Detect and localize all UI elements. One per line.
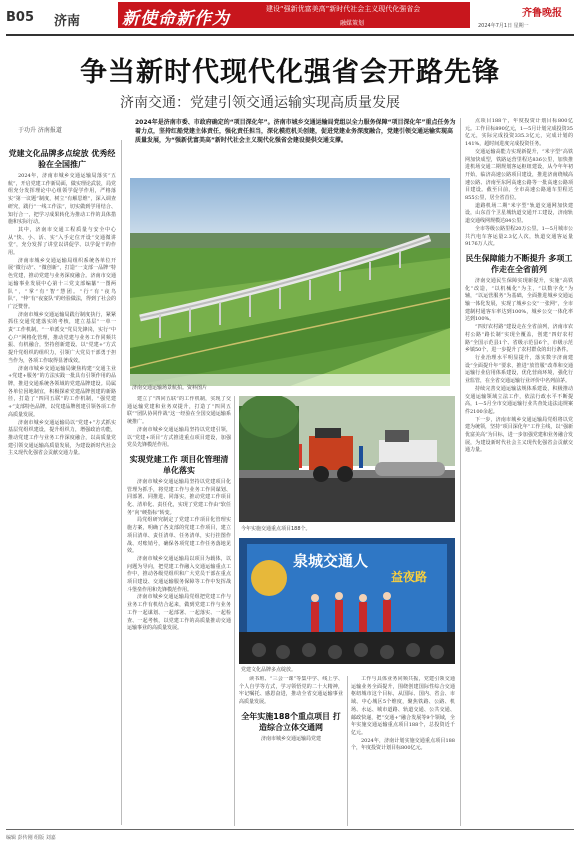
column-2-heading: 实现党建工作 项目化管理清单化落实 [129,454,229,475]
paragraph: 交通运输高能力实现新提升，“米字型”高铁网加快成型，铁路运营里程达836公里，加快推进机场交通二期规划客运枢纽建设，从今年年初开始，临济高速公路项目建设，推进济南绕城高速公路、济南至东阿高速公路等一批高速公路项目建设。截至目前，全市高速公路通车里程达855公里，居全省首位。 [465,148,573,202]
paragraph: 点项目188个，年度投资计划目标800亿元。工作目标890亿元，1—5月计划完成投资35亿元，实际完成投资335.3亿元，完成计划的141%，超时间进度完成投资任务。 [465,118,573,148]
footer-credits: 编辑 彭传刚 组版 刘嘉 [6,835,56,841]
paragraph: 济南市城乡交通运输局坚持以党建项目化管理为抓手，将党建工作与业务工作同谋划、同部署、同推进、同落实，推动党建工作项目化、清单化、责任化，实现了党建工作由“软任务”向“硬指标”转变。 [127,478,231,516]
section-name: 济南 [54,14,81,29]
paragraph: 道路机场二期“米字型”轨道交通网加快建设，山东首个卫星城轨道交通开工建设，济南轨道交通线网规模达84公里。 [465,202,573,225]
paragraph: 下一步，济南市城乡交通运输局党组将以党建为统领，坚持“项目深化年”工作主线，以“强新优富美高”为目标，进一步加强党建和业务融合发展，为建设新时代社会主义现代化强省会贡献交通力量。 [465,416,573,454]
stage-banner-text-2: 益夜路 [391,570,428,584]
column-6-heading: 民生保障能力不断提升 多项工作走在全省前列 [465,253,573,274]
paragraph: 济南市城乡交通运输局以“党建+”方式抓实基层党组织建设，提升组织力，增强政治功能，推动党建工作与业务工作深度融合，以高质量党建引领交通运输高质量发展，为建设新时代社会主义现代化强省会贡献交通力量。 [8,419,116,457]
column-2 [127,396,231,824]
paragraph: 其中，济南市交通工程质量与安全中心从“快、小、活、实”入手定位开设“交通微讲堂”，充分发挥了讲堂以讲促学、以学促干的作用。 [8,226,116,257]
column-1-heading: 党建文化品牌多点绽放 优秀经验在全国推广 [8,149,116,169]
paragraph: 济南市城乡交通运输局以项目为载体，以问题为导向，把党建工作融入交通运输重点工作中，推动各级党组织和广大党员干部在重点项目建设、交通运输服务保障等工作中发挥战斗堡垒作用和先锋模范作用。 [127,555,231,593]
paragraph: 工作与具体业务同频共振，党建引领交通运输业务全面提升，围绕创建国际性综合交通枢纽城市这个目标，从国际、国内、省会、市域、中心城区5个维度，聚焦铁路、公路、机场、水运、城市道路、轨道交通、公共交通、邮政快递，把“交通+”融合发展等9个领域，全年实施交通运输重点项目188个，总投资近千亿元。 [351,676,455,736]
headline: 争当新时代现代化强省会开路先锋 [80,57,500,88]
viaduct-illustration [130,178,450,386]
column-divider [460,118,461,826]
column-label: 融媒策划 [340,20,365,27]
photo-event [239,538,455,664]
photo-3-caption: 党建文化品牌多点绽放。 [241,667,297,673]
construction-illustration [239,396,455,522]
photo-construction [239,396,455,522]
paragraph: 济南市城乡交通运输局党组把党建工作与业务工作有机结合起来，做到党建工作与业务工作一起谋划、一起部署、一起落实、一起检查、一起考核，以党建工作的高质量推动交通运输事业的高质量发展。 [127,594,231,632]
column-divider [347,676,348,826]
paragraph: 2024年，济南市城乡交通运输局落实“五航”，开启党建工作新局面，做实理论武装，局党组充分发挥理论中心组领学促学作用，严格落实“第一议题”制度，树立“有解思维”，深入调查研究，践行“一线工作法”，切实做到学用结合、知行合一，把学习成果转化为推动工作的具体措施和实际行动。 [8,173,116,226]
paragraph: “四好农村路”建设走在全省前列，济南市农村公路“路长制”实现全覆盖，创建“四好农村路”全国示范县1个、省级示范县6个，市级示范乡镇50个，进一步提升了农村群众的出行条件。 [465,324,573,354]
column-6 [465,118,573,826]
paper-name: 齐鲁晚报 [522,8,562,19]
column-5 [351,676,455,826]
column-4-byline: 济南市城乡交通运输局党建 [260,735,321,742]
paragraph: 全市等级公路里程20万公里。1—5月城市公共汽电车客运量2.3亿人次，轨道交通客运量9176万人次。 [465,225,573,248]
byline: 于功升 济南报道 [18,127,62,134]
lead-paragraph: 2024年是济南市委、市政府确定的“项目深化年”。济南市城乡交通运输局党组以全力服务保障“项目深化年”重点任务为着力点，坚持红船党建主体责任，强化责任担当，深化模范机关创建，促进党建业务深度融合，党建引领交通运输实现高质量发展，为“强新优富美高”新时代社会主义现代化强省会建设提供交通支撑。 [135,119,456,144]
column-logo: 新使命新作为 [122,9,230,29]
photo-2-caption: 今年实施交通重点项目188个。 [241,526,311,532]
photo-1-caption: 济南交通运输场景航拍。资料图片 [132,385,208,391]
column-1 [8,144,116,824]
column-divider [121,140,122,825]
paragraph: 局党组研究制定了党建工作项目化管理实施方案，明确了各支部的党建工作项目，建立项目清单、责任清单、任务清单，实行挂图作战、对账销号，确保各项党建工作任务落地见效。 [127,517,231,555]
column-4 [239,676,343,826]
band-title: 建设“强新优富美高”新时代社会主义现代化强省会 [266,5,421,13]
paragraph: 济南市城乡交通运输局坚持以党建引领，以“党建+项目”方式推进重点项目建设，加强党员先锋模范作用。 [127,426,231,449]
paragraph: 2024年，济南计划实施交通重点项目188个，年度投资计划目标800亿元。 [351,737,455,752]
paragraph: 持续完善交通运输法规体系建设，积极推动交通运输领域立法工作，依法行政水平不断提高，1—5月全市交通运输行业共查处违法违规案件2100余起。 [465,385,573,415]
paragraph: 建立了“四同五联”的工作机制，实现了交通运输党建和业务双提升，打造了“四同五联”“团队协同作战”这一经验在全国交通运输系统推广。 [127,396,231,426]
column-4-heading: 全年实施188个重点项目 打造综合立体交通网 [241,711,341,732]
paragraph: 济南市城乡交通运输局聚焦构建“交通主业+党建+服务”的方法实践一批具有引领作用的品牌，推进交通系统各领域的党建品牌建设。局属各单位因地制宜，积极探索党建品牌创建的新路径，打造了“四同五联”的工作机制，“强党建+”支部特色品牌，以党建品牌创建引领各项工作高质量发展。 [8,365,116,418]
photo-viaduct [130,178,450,386]
paragraph: 读书班、“三会一课”等集中学、线上学、个人自学等方式，学习领悟党的二十大精神，牢记嘱托、感恩奋进，推动全省交通运输事业高质量发展。 [239,676,343,706]
footer-rule [6,829,574,830]
header-rule [6,34,574,36]
page-header [0,0,580,34]
paragraph: 济南市城乡交通运输局组织系统各单位开展“微行动”、“微创新”，打造“一支部一品牌”特色党建，推动党建与业务深度融合。济南市交通运输事业发展中心第十三党支部编纂“一图两队”，“掌”有“智”慧团。“行”有“夜鸟队”，“仲”有“夜宴队”的经验做法，得到了社会的广泛赞誉。 [8,257,116,310]
issue-date: 2024年7月1日 星期一 [478,23,529,29]
paragraph: 济南市城乡交通运输局践行制度执行，紧紧抓住交通党建落实的考核，建立基层“一单一责”工作机制，“一单派交”党员先锋岗，实行“中心户”网格化管理，推动党建与业务工作同频共振、有机融合，坚持创新建设。以“党建+”方式提升党组织的组织力，引领广大党员干部勇于担当作为，各项工作取得显著成效。 [8,311,116,364]
page-number: B05 [6,10,34,25]
column-divider [234,396,235,826]
stage-banner-text: 泉城交通人 [293,552,369,570]
subheadline: 济南交通：党建引领交通运输实现高质量发展 [120,95,400,111]
paragraph: 行业治理水平明显提升，落实数字济南建设“全面提升年”要求，推进“放管服”改革和交通运输行业信用体系建设，优化营商环境，强化行业监管，在全省交通运输行业评价中名列前茅。 [465,354,573,385]
paragraph: 济南交通民生保障实现新提升，实施“高铁化”改造，“以机械化”为主，“以数字化”为辅，“以运营服务”为基础，全面推进城乡交通运输一体化发展，实现了城乡公交“一张网”，全市建制村通客车率达到100%，城乡公交一体化率达到100%。 [465,277,573,323]
header-band [118,2,470,28]
